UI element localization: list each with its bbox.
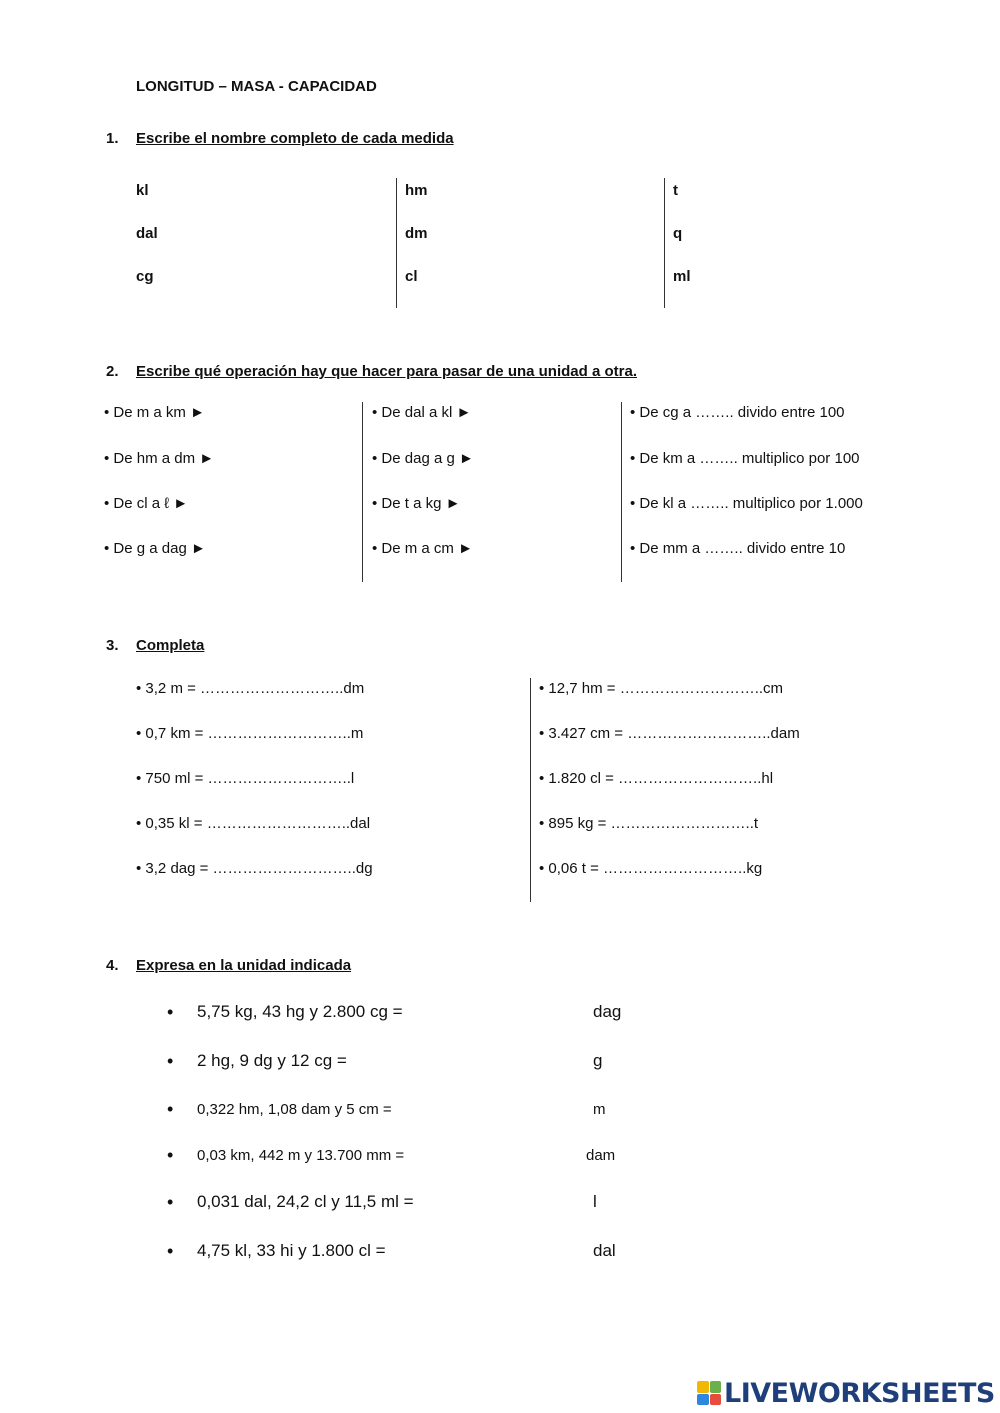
section-1-number: 1. — [106, 130, 119, 147]
conversion-item: • De t a kg ► — [372, 495, 461, 512]
section-3-number: 3. — [106, 637, 119, 654]
logo-square — [697, 1394, 709, 1406]
logo-square — [710, 1394, 722, 1406]
express-expression: 4,75 kl, 33 hi y 1.800 cl = — [197, 1241, 386, 1260]
unit-cell: dal — [136, 225, 158, 242]
complete-item: • 0,7 km = ………………………..m — [136, 725, 364, 742]
bullet-icon: • — [167, 1241, 174, 1261]
express-unit: l — [593, 1192, 597, 1211]
conversion-item: • De dal a kl ► — [372, 404, 472, 421]
conversion-item: • De cg a …….. divido entre 100 — [630, 404, 845, 421]
complete-item: • 3.427 cm = ………………………..dam — [539, 725, 800, 742]
unit-cell: cg — [136, 268, 154, 285]
section-4-heading: Expresa en la unidad indicada — [136, 957, 352, 974]
express-unit: m — [593, 1101, 606, 1118]
unit-cell: hm — [405, 182, 428, 199]
column-divider — [362, 402, 363, 582]
express-expression: 2 hg, 9 dg y 12 cg = — [197, 1051, 347, 1070]
column-divider — [396, 178, 397, 308]
conversion-item: • De hm a dm ► — [104, 450, 215, 467]
complete-item: • 895 kg = ………………………..t — [539, 815, 759, 832]
conversion-item: • De mm a …….. divido entre 10 — [630, 540, 846, 557]
column-divider — [621, 402, 622, 582]
section-4-number: 4. — [106, 957, 119, 974]
conversion-item: • De km a …….. multiplico por 100 — [630, 450, 860, 467]
column-divider — [530, 678, 531, 902]
express-expression: 0,03 km, 442 m y 13.700 mm = — [197, 1147, 405, 1164]
unit-cell: q — [673, 225, 683, 242]
express-expression: 0,031 dal, 24,2 cl y 11,5 ml = — [197, 1192, 414, 1211]
section-3-heading: Completa — [136, 637, 205, 654]
express-unit: g — [593, 1051, 603, 1070]
complete-item: • 0,06 t = ………………………..kg — [539, 860, 763, 877]
conversion-item: • De m a km ► — [104, 404, 205, 421]
section-2-number: 2. — [106, 363, 119, 380]
bullet-icon: • — [167, 1002, 174, 1022]
complete-item: • 1.820 cl = ………………………..hl — [539, 770, 774, 787]
express-unit: dam — [586, 1147, 616, 1164]
express-expression: 5,75 kg, 43 hg y 2.800 cg = — [197, 1002, 403, 1021]
logo-square — [710, 1381, 722, 1393]
liveworksheets-logo[interactable] — [697, 1378, 995, 1408]
express-unit: dal — [593, 1241, 616, 1260]
unit-cell: ml — [673, 268, 691, 285]
logo-icon — [697, 1381, 721, 1405]
complete-item: • 0,35 kl = ………………………..dal — [136, 815, 371, 832]
page-title: LONGITUD – MASA - CAPACIDAD — [136, 78, 377, 95]
conversion-item: • De cl a ℓ ► — [104, 495, 189, 512]
conversion-item: • De m a cm ► — [372, 540, 473, 557]
unit-cell: cl — [405, 268, 418, 285]
complete-item: • 3,2 dag = ………………………..dg — [136, 860, 373, 877]
conversion-item: • De kl a …….. multiplico por 1.000 — [630, 495, 863, 512]
unit-cell: t — [673, 182, 678, 199]
complete-item: • 3,2 m = ………………………..dm — [136, 680, 365, 697]
column-divider — [664, 178, 665, 308]
unit-cell: kl — [136, 182, 149, 199]
section-1-heading: Escribe el nombre completo de cada medida — [136, 130, 454, 147]
express-expression: 0,322 hm, 1,08 dam y 5 cm = — [197, 1101, 392, 1118]
bullet-icon: • — [167, 1145, 174, 1165]
conversion-item: • De g a dag ► — [104, 540, 206, 557]
complete-item: • 12,7 hm = ………………………..cm — [539, 680, 784, 697]
logo-text: LIVEWORKSHEETS — [724, 1377, 995, 1409]
logo-square — [697, 1381, 709, 1393]
section-2-heading: Escribe qué operación hay que hacer para pasar de una unidad a otra. — [136, 363, 637, 380]
conversion-item: • De dag a g ► — [372, 450, 474, 467]
unit-cell: dm — [405, 225, 428, 242]
complete-item: • 750 ml = ………………………..l — [136, 770, 355, 787]
express-unit: dag — [593, 1002, 622, 1021]
bullet-icon: • — [167, 1192, 174, 1212]
bullet-icon: • — [167, 1099, 174, 1119]
bullet-icon: • — [167, 1051, 174, 1071]
